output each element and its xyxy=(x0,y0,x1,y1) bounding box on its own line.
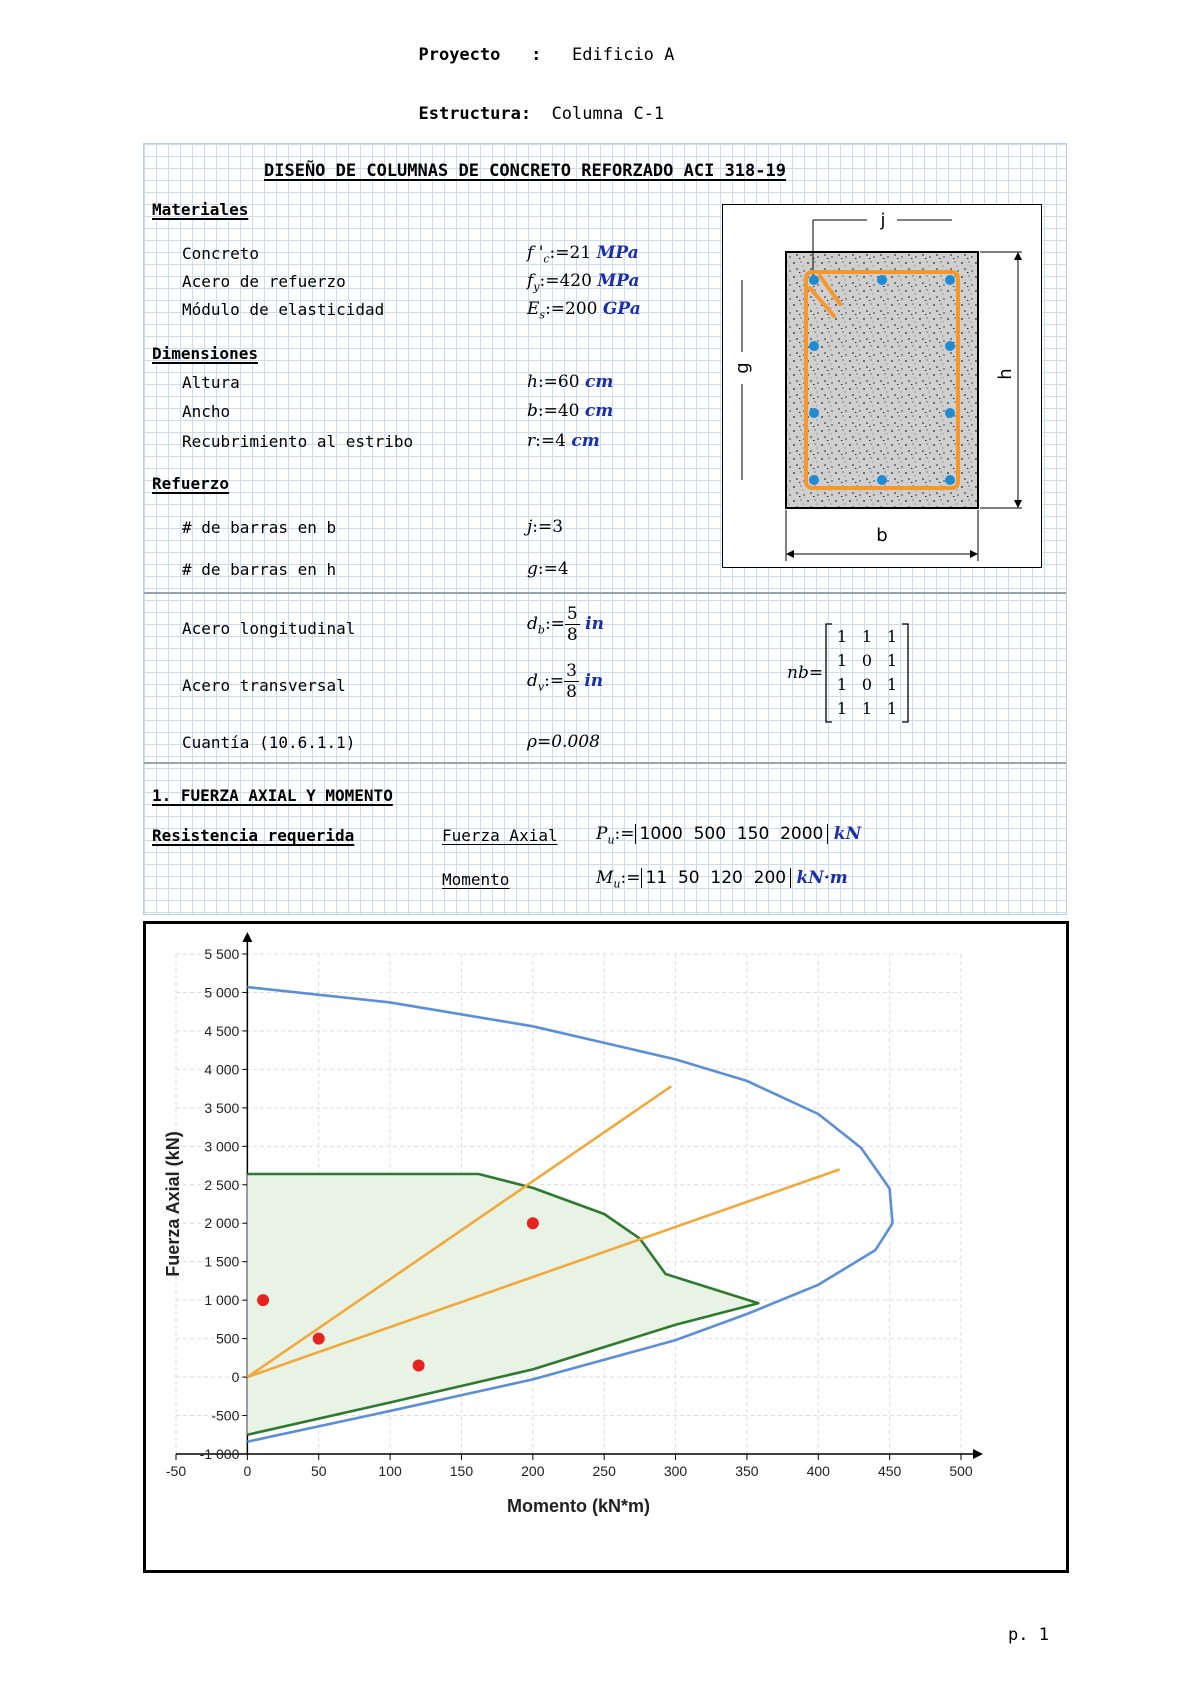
y-tick-label: 500 xyxy=(216,1330,240,1347)
nb-cell: 1 xyxy=(886,699,898,718)
x-tick-label: 150 xyxy=(449,1463,474,1479)
b-expression: b:=40 cm xyxy=(527,401,614,421)
j-value: :=3 xyxy=(532,517,564,537)
y-tick-label: 1 500 xyxy=(204,1253,240,1270)
page-number: p. 1 xyxy=(1008,1625,1049,1645)
fy-unit: MPa xyxy=(597,271,640,291)
es-value: :=200 xyxy=(545,299,598,319)
x-tick-label: 200 xyxy=(521,1463,545,1479)
column-section-diagram xyxy=(722,204,1042,568)
dv-expression: $d_v:=$ $\frac{3}{8}$ in xyxy=(527,661,604,702)
barras-b-label: # de barras en b xyxy=(182,518,337,537)
dimensiones-heading: Dimensiones xyxy=(152,344,258,363)
y-tick-label: 5 000 xyxy=(204,984,240,1001)
proyecto-label: Proyecto : xyxy=(418,45,542,65)
nb-cell: 0 xyxy=(861,651,873,670)
dim-g-label: g xyxy=(732,362,753,374)
y-tick-label: 3 000 xyxy=(204,1138,240,1155)
nb-cell: 1 xyxy=(886,675,898,694)
nb-label: nb= xyxy=(787,663,824,683)
x-tick-label: 300 xyxy=(663,1463,688,1479)
resistencia-heading: Resistencia requerida xyxy=(152,826,355,845)
dim-b-label: b xyxy=(876,525,888,546)
g-expression: g:=4 xyxy=(527,559,569,579)
pu-unit: kN xyxy=(833,824,862,844)
y-tick-label: 4 000 xyxy=(204,1061,240,1078)
proyecto-value: Edificio A xyxy=(572,45,675,65)
db-expression: $d_b:=$ $\frac{5}{8}$ in xyxy=(527,604,604,645)
db-unit: in xyxy=(585,614,604,634)
required-point xyxy=(413,1360,425,1372)
required-point xyxy=(527,1217,539,1229)
nb-matrix xyxy=(824,622,910,724)
y-tick-label: 3 500 xyxy=(204,1099,240,1116)
dv-num: 3 xyxy=(566,661,577,681)
cuantia-value: ρ=0.008 xyxy=(527,732,600,752)
db-den: 8 xyxy=(566,625,578,645)
x-tick-label: -50 xyxy=(165,1463,187,1479)
acero-long-label: Acero longitudinal xyxy=(182,619,356,638)
fc-unit: MPa xyxy=(596,243,639,263)
divider-1 xyxy=(144,592,1066,594)
es-unit: GPa xyxy=(602,299,641,319)
x-tick-label: 0 xyxy=(243,1463,252,1479)
ancho-label: Ancho xyxy=(182,402,231,421)
fuerza-axial-label: Fuerza Axial xyxy=(442,826,558,845)
fc-expression: f '$_c:=21$ MPa xyxy=(527,243,639,266)
pu-values: 1000 500 150 2000 xyxy=(635,824,829,844)
divider-2 xyxy=(144,762,1066,764)
fy-expression: $f_y:=420$ MPa xyxy=(527,271,640,294)
x-tick-label: 50 xyxy=(310,1463,327,1479)
y-tick-label: 2 500 xyxy=(204,1176,240,1193)
b-unit: cm xyxy=(584,401,614,421)
fy-value: :=420 xyxy=(539,271,592,291)
nb-cell: 1 xyxy=(836,675,848,694)
x-tick-label: 250 xyxy=(592,1463,616,1479)
y-tick-label: 2 000 xyxy=(204,1215,240,1232)
x-tick-label: 400 xyxy=(806,1463,830,1479)
interaction-diagram-box xyxy=(143,921,1069,1573)
nb-cell: 1 xyxy=(836,699,848,718)
nb-cell: 1 xyxy=(836,651,848,670)
h-expression: h:=60 cm xyxy=(527,372,614,392)
barras-h-label: # de barras en h xyxy=(182,560,337,579)
dv-fraction xyxy=(564,661,579,702)
y-tick-label: 0 xyxy=(231,1369,240,1386)
dv-den: 8 xyxy=(566,682,577,702)
nb-cell: 1 xyxy=(836,627,848,646)
acero-trans-label: Acero transversal xyxy=(182,676,346,695)
y-tick-label: 1 000 xyxy=(204,1292,240,1309)
acero-refuerzo-label: Acero de refuerzo xyxy=(182,272,346,291)
x-tick-label: 350 xyxy=(735,1463,759,1479)
sheet-title: DISEÑO DE COLUMNAS DE CONCRETO REFORZADO ACI 318-19 xyxy=(264,161,786,181)
dim-j-label: j xyxy=(880,210,886,231)
x-tick-label: 500 xyxy=(949,1463,973,1479)
y-axis-arrow xyxy=(242,932,252,942)
nb-cell: 1 xyxy=(861,699,873,718)
nb-symbol: nb xyxy=(787,663,809,683)
altura-label: Altura xyxy=(182,373,240,392)
design-region-fill xyxy=(247,1174,758,1435)
x-axis-arrow xyxy=(973,1449,983,1459)
pu-expression: $P_u:= 1000$ 500 150 2000 kN xyxy=(596,824,862,847)
nb-cell: 1 xyxy=(861,627,873,646)
mu-expression: $M_u:= 11$ 50 120 200 kN·m xyxy=(596,868,848,891)
r-unit: cm xyxy=(571,431,600,451)
j-expression: j:=3 xyxy=(527,517,564,537)
structure-header xyxy=(398,84,664,124)
estructura-value: Columna C-1 xyxy=(551,104,665,124)
interaction-diagram-chart xyxy=(146,924,1066,1570)
y-tick-label: 5 500 xyxy=(204,946,240,962)
required-point xyxy=(313,1333,325,1345)
h-unit: cm xyxy=(584,372,614,392)
y-tick-label: -500 xyxy=(211,1407,240,1424)
db-fraction xyxy=(565,604,580,645)
y-tick-label: 4 500 xyxy=(204,1022,240,1039)
nb-cell: 1 xyxy=(886,627,898,646)
mu-unit: kN·m xyxy=(796,868,848,888)
nb-cell: 0 xyxy=(861,675,873,694)
r-value: :=4 xyxy=(535,431,566,451)
worksheet xyxy=(143,143,1067,915)
x-tick-label: 100 xyxy=(378,1463,402,1479)
project-header xyxy=(398,25,674,65)
g-value: :=4 xyxy=(537,559,569,579)
cuantia-label: Cuantía (10.6.1.1) xyxy=(182,733,356,752)
x-tick-label: 450 xyxy=(877,1463,902,1479)
db-num: 5 xyxy=(566,604,578,624)
required-point xyxy=(257,1294,269,1306)
y-axis-label: Fuerza Axial (kN) xyxy=(163,1131,183,1277)
es-expression: $E_s:=200$ GPa xyxy=(527,299,641,322)
dv-unit: in xyxy=(584,671,604,691)
refuerzo-heading: Refuerzo xyxy=(152,474,230,493)
concreto-label: Concreto xyxy=(182,244,260,263)
modulo-label: Módulo de elasticidad xyxy=(182,300,385,319)
nb-cell: 1 xyxy=(886,651,898,670)
momento-label: Momento xyxy=(442,870,510,889)
r-expression: r:=4 cm xyxy=(527,431,600,451)
dim-h-label: h xyxy=(995,368,1016,380)
h-value: :=60 xyxy=(537,372,580,392)
mu-values: 11 50 120 200 xyxy=(641,868,792,888)
materiales-heading: Materiales xyxy=(152,200,249,219)
b-value: :=40 xyxy=(537,401,580,421)
fc-value: :=21 xyxy=(549,243,592,263)
section1-heading: 1. FUERZA AXIAL Y MOMENTO xyxy=(152,786,393,805)
x-axis-label: Momento (kN*m) xyxy=(507,1496,650,1516)
y-tick-label: -1 000 xyxy=(199,1446,240,1462)
recubrimiento-label: Recubrimiento al estribo xyxy=(182,432,414,451)
estructura-label: Estructura: xyxy=(418,104,532,124)
